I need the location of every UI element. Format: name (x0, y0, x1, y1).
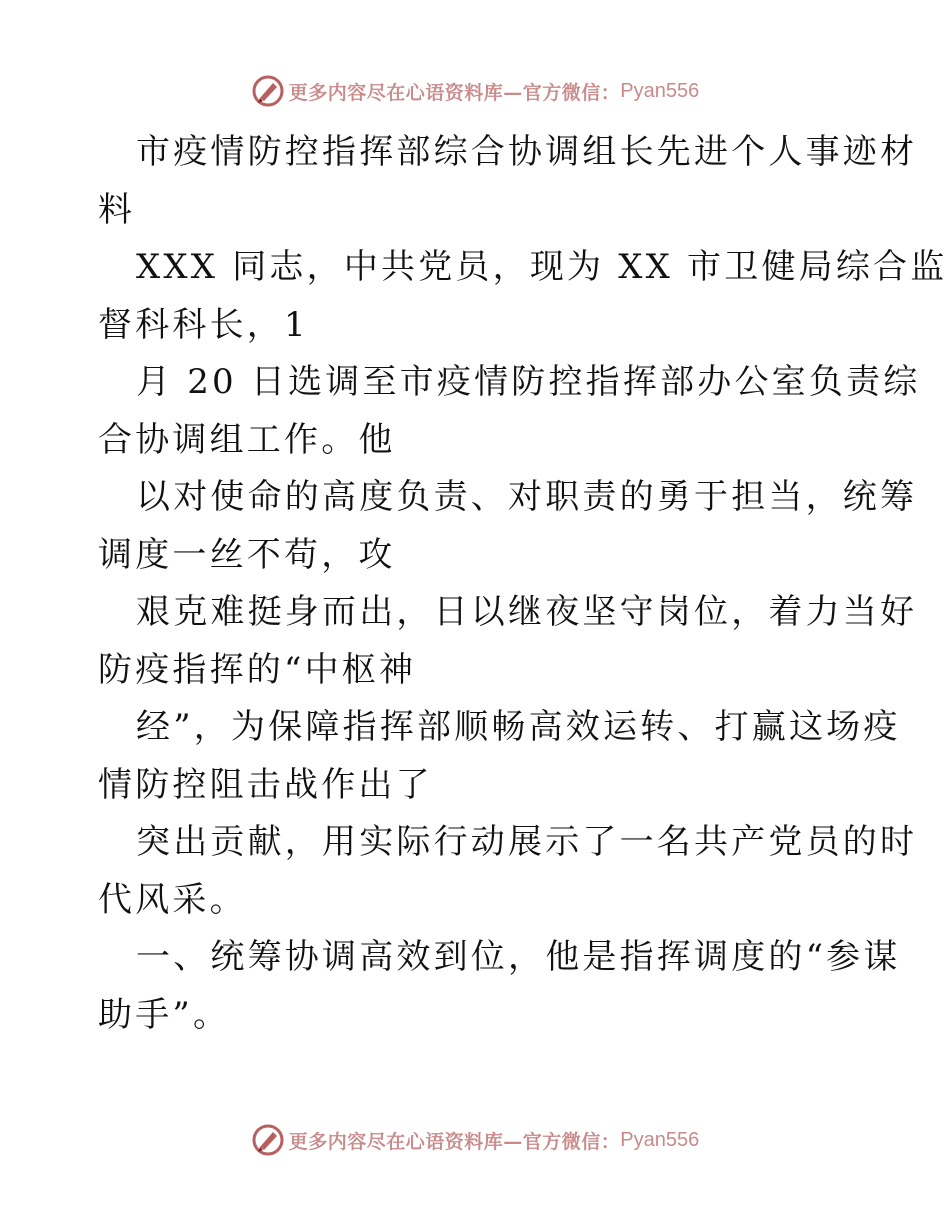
paragraph-line: 督科科长，1 (98, 304, 309, 345)
paragraph-line: 以对使命的高度负责、对职责的勇于担当，统筹 (136, 477, 918, 517)
watermark-wechat-id: Pyan556 (620, 79, 700, 102)
paragraph-line: 防疫指挥的“中枢神 (98, 649, 417, 690)
pen-logo-icon (251, 1123, 285, 1157)
footer-watermark (0, 1120, 950, 1160)
paragraph-line: 合协调组工作。他 (98, 419, 396, 460)
header-watermark (0, 71, 950, 111)
title-line-continued: 料 (98, 189, 136, 230)
paragraph-line: 月 20 日选调至市疫情防控指挥部办公室负责综 (136, 362, 921, 402)
title-line: 市疫情防控指挥部综合协调组长先进个人事迹材 (136, 132, 918, 172)
watermark-wechat-id: Pyan556 (620, 1128, 700, 1151)
paragraph-line: 突出贡献，用实际行动展示了一名共产党员的时 (136, 822, 918, 862)
paragraph-line: 艰克难挺身而出，日以继夜坚守岗位，着力当好 (136, 592, 918, 632)
paragraph-line: 调度一丝不苟，攻 (98, 534, 396, 575)
watermark-text: 更多内容尽在心语资料库—官方微信： (288, 81, 621, 104)
paragraph-line: XXX 同志，中共党员，现为 XX 市卫健局综合监 (136, 247, 948, 287)
document-body (98, 124, 948, 1044)
paragraph-line: 经”，为保障指挥部顺畅高效运转、打赢这场疫 (136, 707, 901, 747)
section-heading-line: 一、统筹协调高效到位，他是指挥调度的“参谋 (136, 937, 901, 977)
section-heading-line-continued: 助手”。 (98, 994, 231, 1035)
watermark-text: 更多内容尽在心语资料库—官方微信： (288, 1130, 621, 1153)
paragraph-line: 情防控阻击战作出了 (98, 764, 433, 805)
pen-logo-icon (251, 74, 285, 108)
paragraph-line: 代风采。 (98, 879, 247, 920)
